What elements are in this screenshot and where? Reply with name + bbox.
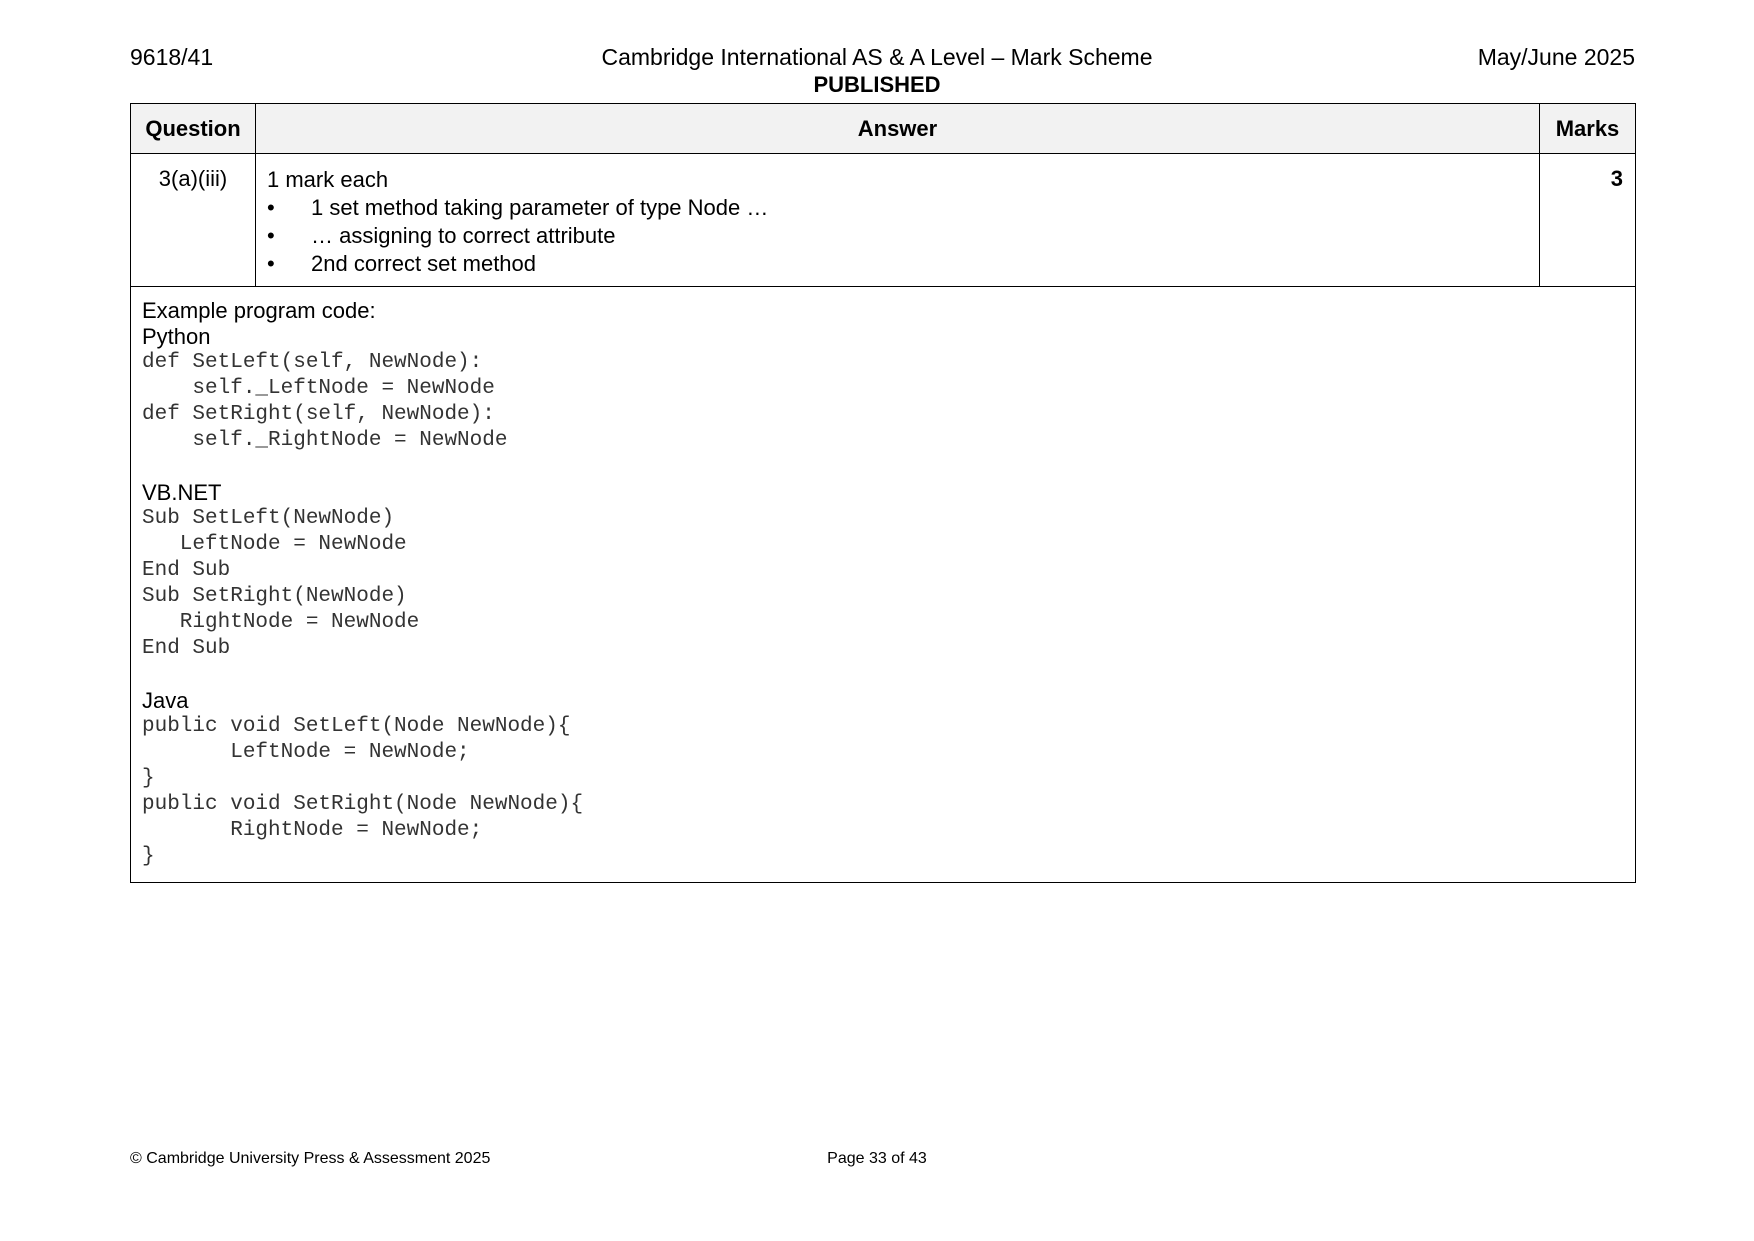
question-column-header: Question — [131, 104, 256, 154]
paper-code: 9618/41 — [130, 44, 214, 70]
mark-point: • … assigning to correct attribute — [267, 222, 1529, 250]
mark-point-list — [267, 194, 1529, 278]
example-code-row — [131, 287, 1636, 883]
exam-session: May/June 2025 — [1477, 44, 1635, 70]
spacer — [142, 454, 1625, 480]
python-label: Python — [142, 324, 211, 349]
marks-value: 3 — [1540, 154, 1636, 287]
marks-column-header: Marks — [1540, 104, 1636, 154]
answer-intro: 1 mark each — [267, 167, 389, 192]
mark-point: • 2nd correct set method — [267, 250, 1529, 278]
page-number: Page 33 of 43 — [827, 1150, 927, 1167]
mark-point: • 1 set method taking parameter of type Node … — [267, 194, 1529, 222]
vbnet-label: VB.NET — [142, 480, 222, 505]
vbnet-code-block: Sub SetLeft(NewNode) LeftNode = NewNode End Sub Sub SetRight(NewNode) RightNode = NewNode End Sub — [142, 507, 420, 660]
java-code-block: public void SetLeft(Node NewNode){ LeftNode = NewNode; } public void SetRight(Node NewNode){ RightNode = NewNode; } — [142, 715, 584, 868]
question-number: 3(a)(iii) — [131, 154, 256, 287]
spacer — [142, 662, 1625, 688]
table-row — [131, 154, 1636, 287]
mark-scheme-title: Cambridge International AS & A Level – Mark Scheme — [601, 44, 1153, 70]
published-label: PUBLISHED — [813, 72, 941, 97]
answer-column-header: Answer — [256, 104, 1540, 154]
answer-cell — [256, 154, 1540, 287]
example-code-title: Example program code: — [142, 298, 376, 323]
mark-scheme-table — [130, 103, 1636, 883]
example-code-cell — [131, 287, 1636, 883]
java-label: Java — [142, 688, 189, 713]
python-code-block: def SetLeft(self, NewNode): self._LeftNode = NewNode def SetRight(self, NewNode): self._RightNode = NewNode — [142, 351, 508, 452]
table-header-row — [131, 104, 1636, 154]
copyright-notice: © Cambridge University Press & Assessment 2025 — [130, 1150, 491, 1167]
